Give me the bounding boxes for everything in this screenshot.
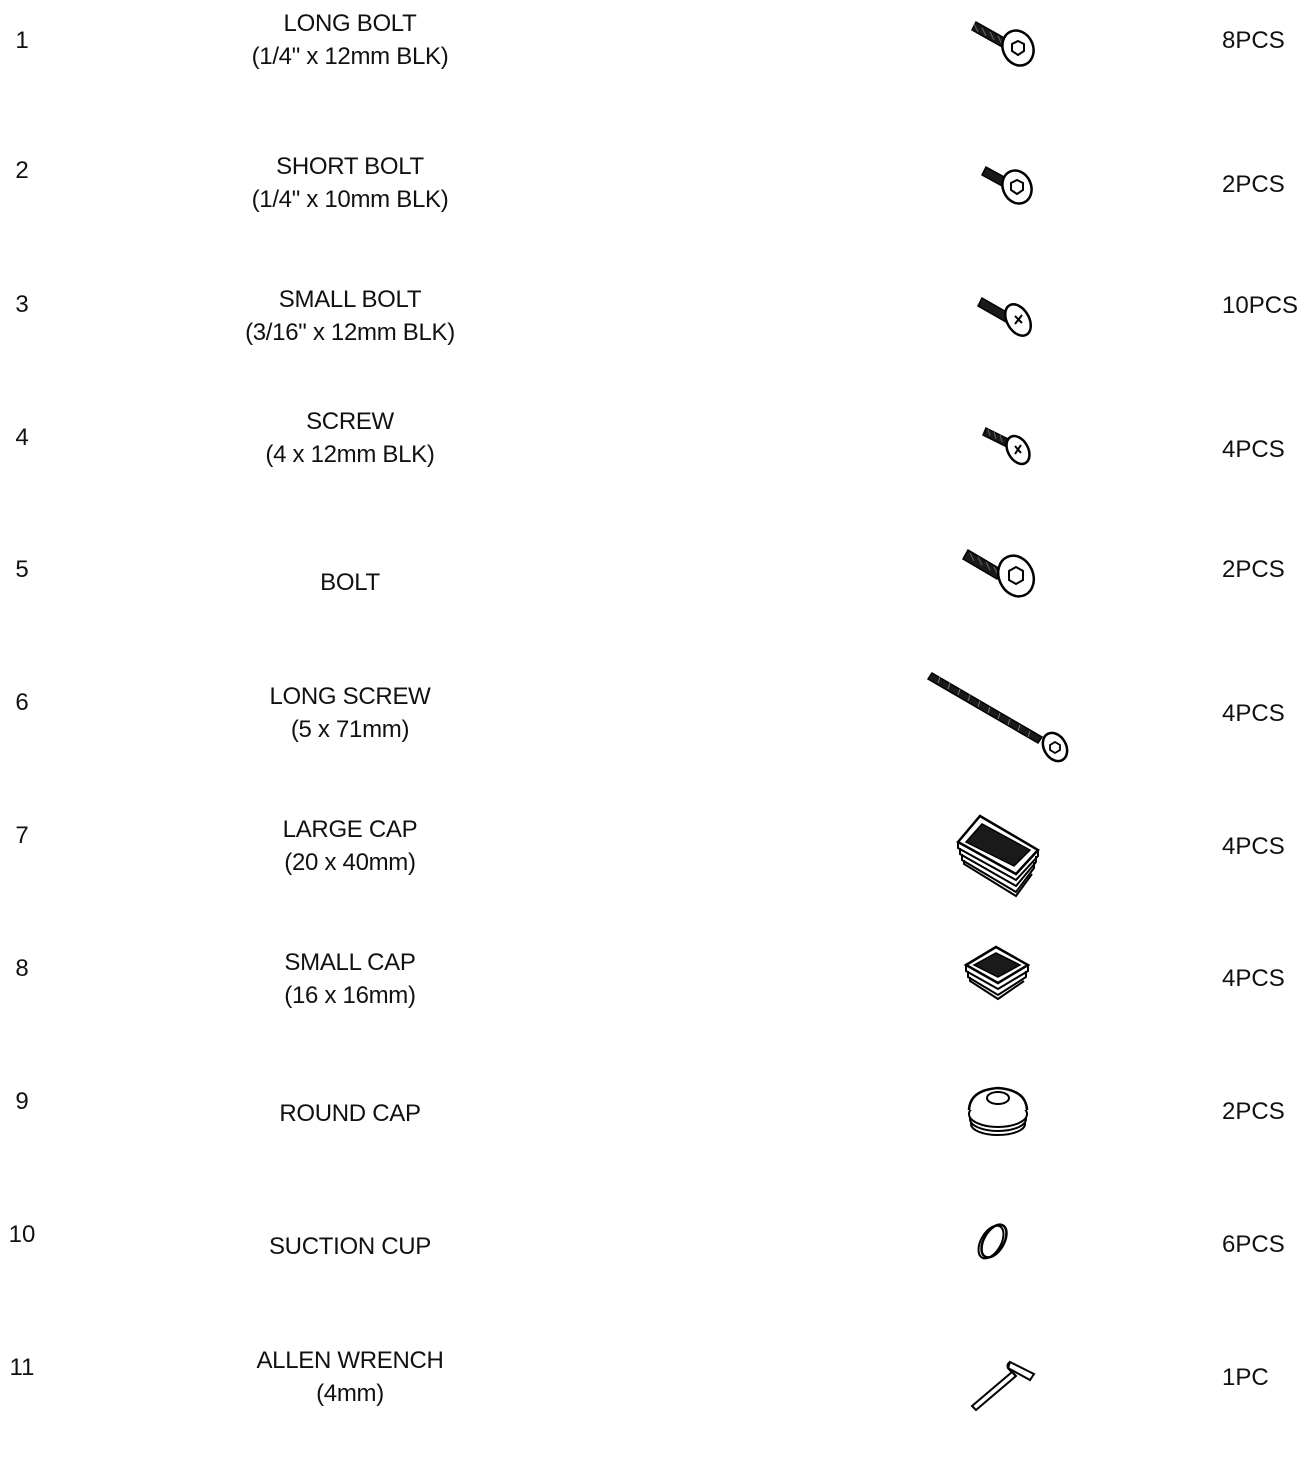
- suction-cup-icon: [930, 1203, 1090, 1336]
- long-screw-icon: [930, 671, 1090, 804]
- part-spec: (16 x 16mm): [284, 982, 416, 1009]
- hex-socket-bolt-icon: [930, 0, 1090, 133]
- part-description: [200, 1230, 500, 1263]
- part-spec: (3/16" x 12mm BLK): [245, 319, 455, 346]
- part-quantity: 2PCS: [1222, 171, 1285, 198]
- part-row: [0, 143, 1315, 276]
- part-row: [0, 804, 1315, 937]
- part-number: 5: [15, 556, 29, 583]
- part-row: [0, 1070, 1315, 1203]
- part-spec: (5 x 71mm): [290, 716, 410, 743]
- part-name: LARGE CAP: [282, 816, 418, 843]
- part-number: 1: [15, 27, 29, 54]
- part-number: 11: [9, 1354, 35, 1381]
- part-spec: (1/4" x 12mm BLK): [251, 43, 449, 70]
- part-number: 8: [15, 955, 29, 982]
- part-description: [200, 946, 500, 1012]
- part-name: ROUND CAP: [279, 1100, 421, 1127]
- part-quantity: 2PCS: [1222, 1098, 1285, 1125]
- part-description: [200, 566, 500, 599]
- part-description: [200, 7, 500, 73]
- phillips-bolt-icon: [930, 276, 1090, 409]
- part-row: [0, 0, 1315, 133]
- large-hex-bolt-icon: [930, 538, 1090, 671]
- part-name: SUCTION CUP: [268, 1233, 432, 1260]
- part-description: [200, 1344, 500, 1410]
- part-number: 9: [15, 1088, 29, 1115]
- part-row: [0, 398, 1315, 531]
- part-name: SCREW: [306, 408, 394, 435]
- part-row: [0, 276, 1315, 409]
- part-description: [200, 150, 500, 216]
- part-name: LONG BOLT: [283, 10, 417, 37]
- part-description: [200, 813, 500, 879]
- part-number: 10: [8, 1221, 36, 1248]
- part-number: 7: [15, 822, 29, 849]
- part-quantity: 4PCS: [1222, 700, 1285, 727]
- part-spec: (4 x 12mm BLK): [265, 441, 435, 468]
- part-row: [0, 671, 1315, 804]
- part-name: BOLT: [320, 569, 380, 596]
- round-cap-icon: [930, 1070, 1090, 1203]
- part-name: SHORT BOLT: [276, 153, 424, 180]
- part-name: LONG SCREW: [269, 683, 431, 710]
- part-row: [0, 1203, 1315, 1336]
- part-row: [0, 538, 1315, 671]
- short-hex-bolt-icon: [930, 143, 1090, 276]
- part-name: SMALL BOLT: [278, 286, 422, 313]
- part-quantity: 1PC: [1222, 1364, 1269, 1391]
- part-number: 6: [15, 689, 29, 716]
- part-description: [200, 405, 500, 471]
- part-quantity: 6PCS: [1222, 1231, 1285, 1258]
- part-description: [200, 1097, 500, 1130]
- part-quantity: 8PCS: [1222, 27, 1285, 54]
- part-spec: (1/4" x 10mm BLK): [251, 186, 449, 213]
- part-number: 3: [15, 291, 29, 318]
- part-spec: (4mm): [316, 1380, 384, 1407]
- part-name: ALLEN WRENCH: [256, 1347, 444, 1374]
- square-cap-icon: [930, 937, 1090, 1070]
- part-quantity: 4PCS: [1222, 965, 1285, 992]
- part-quantity: 10PCS: [1222, 292, 1299, 319]
- rectangular-cap-icon: [930, 804, 1090, 937]
- part-description: [200, 283, 500, 349]
- phillips-screw-icon: [930, 398, 1090, 531]
- part-number: 2: [15, 157, 29, 184]
- part-row: [0, 937, 1315, 1070]
- part-quantity: 4PCS: [1222, 833, 1285, 860]
- part-description: [200, 680, 500, 746]
- part-row: [0, 1336, 1315, 1469]
- part-name: SMALL CAP: [284, 949, 416, 976]
- part-quantity: 2PCS: [1222, 556, 1285, 583]
- allen-wrench-icon: [930, 1336, 1090, 1469]
- part-quantity: 4PCS: [1222, 436, 1285, 463]
- part-number: 4: [15, 424, 29, 451]
- part-spec: (20 x 40mm): [284, 849, 416, 876]
